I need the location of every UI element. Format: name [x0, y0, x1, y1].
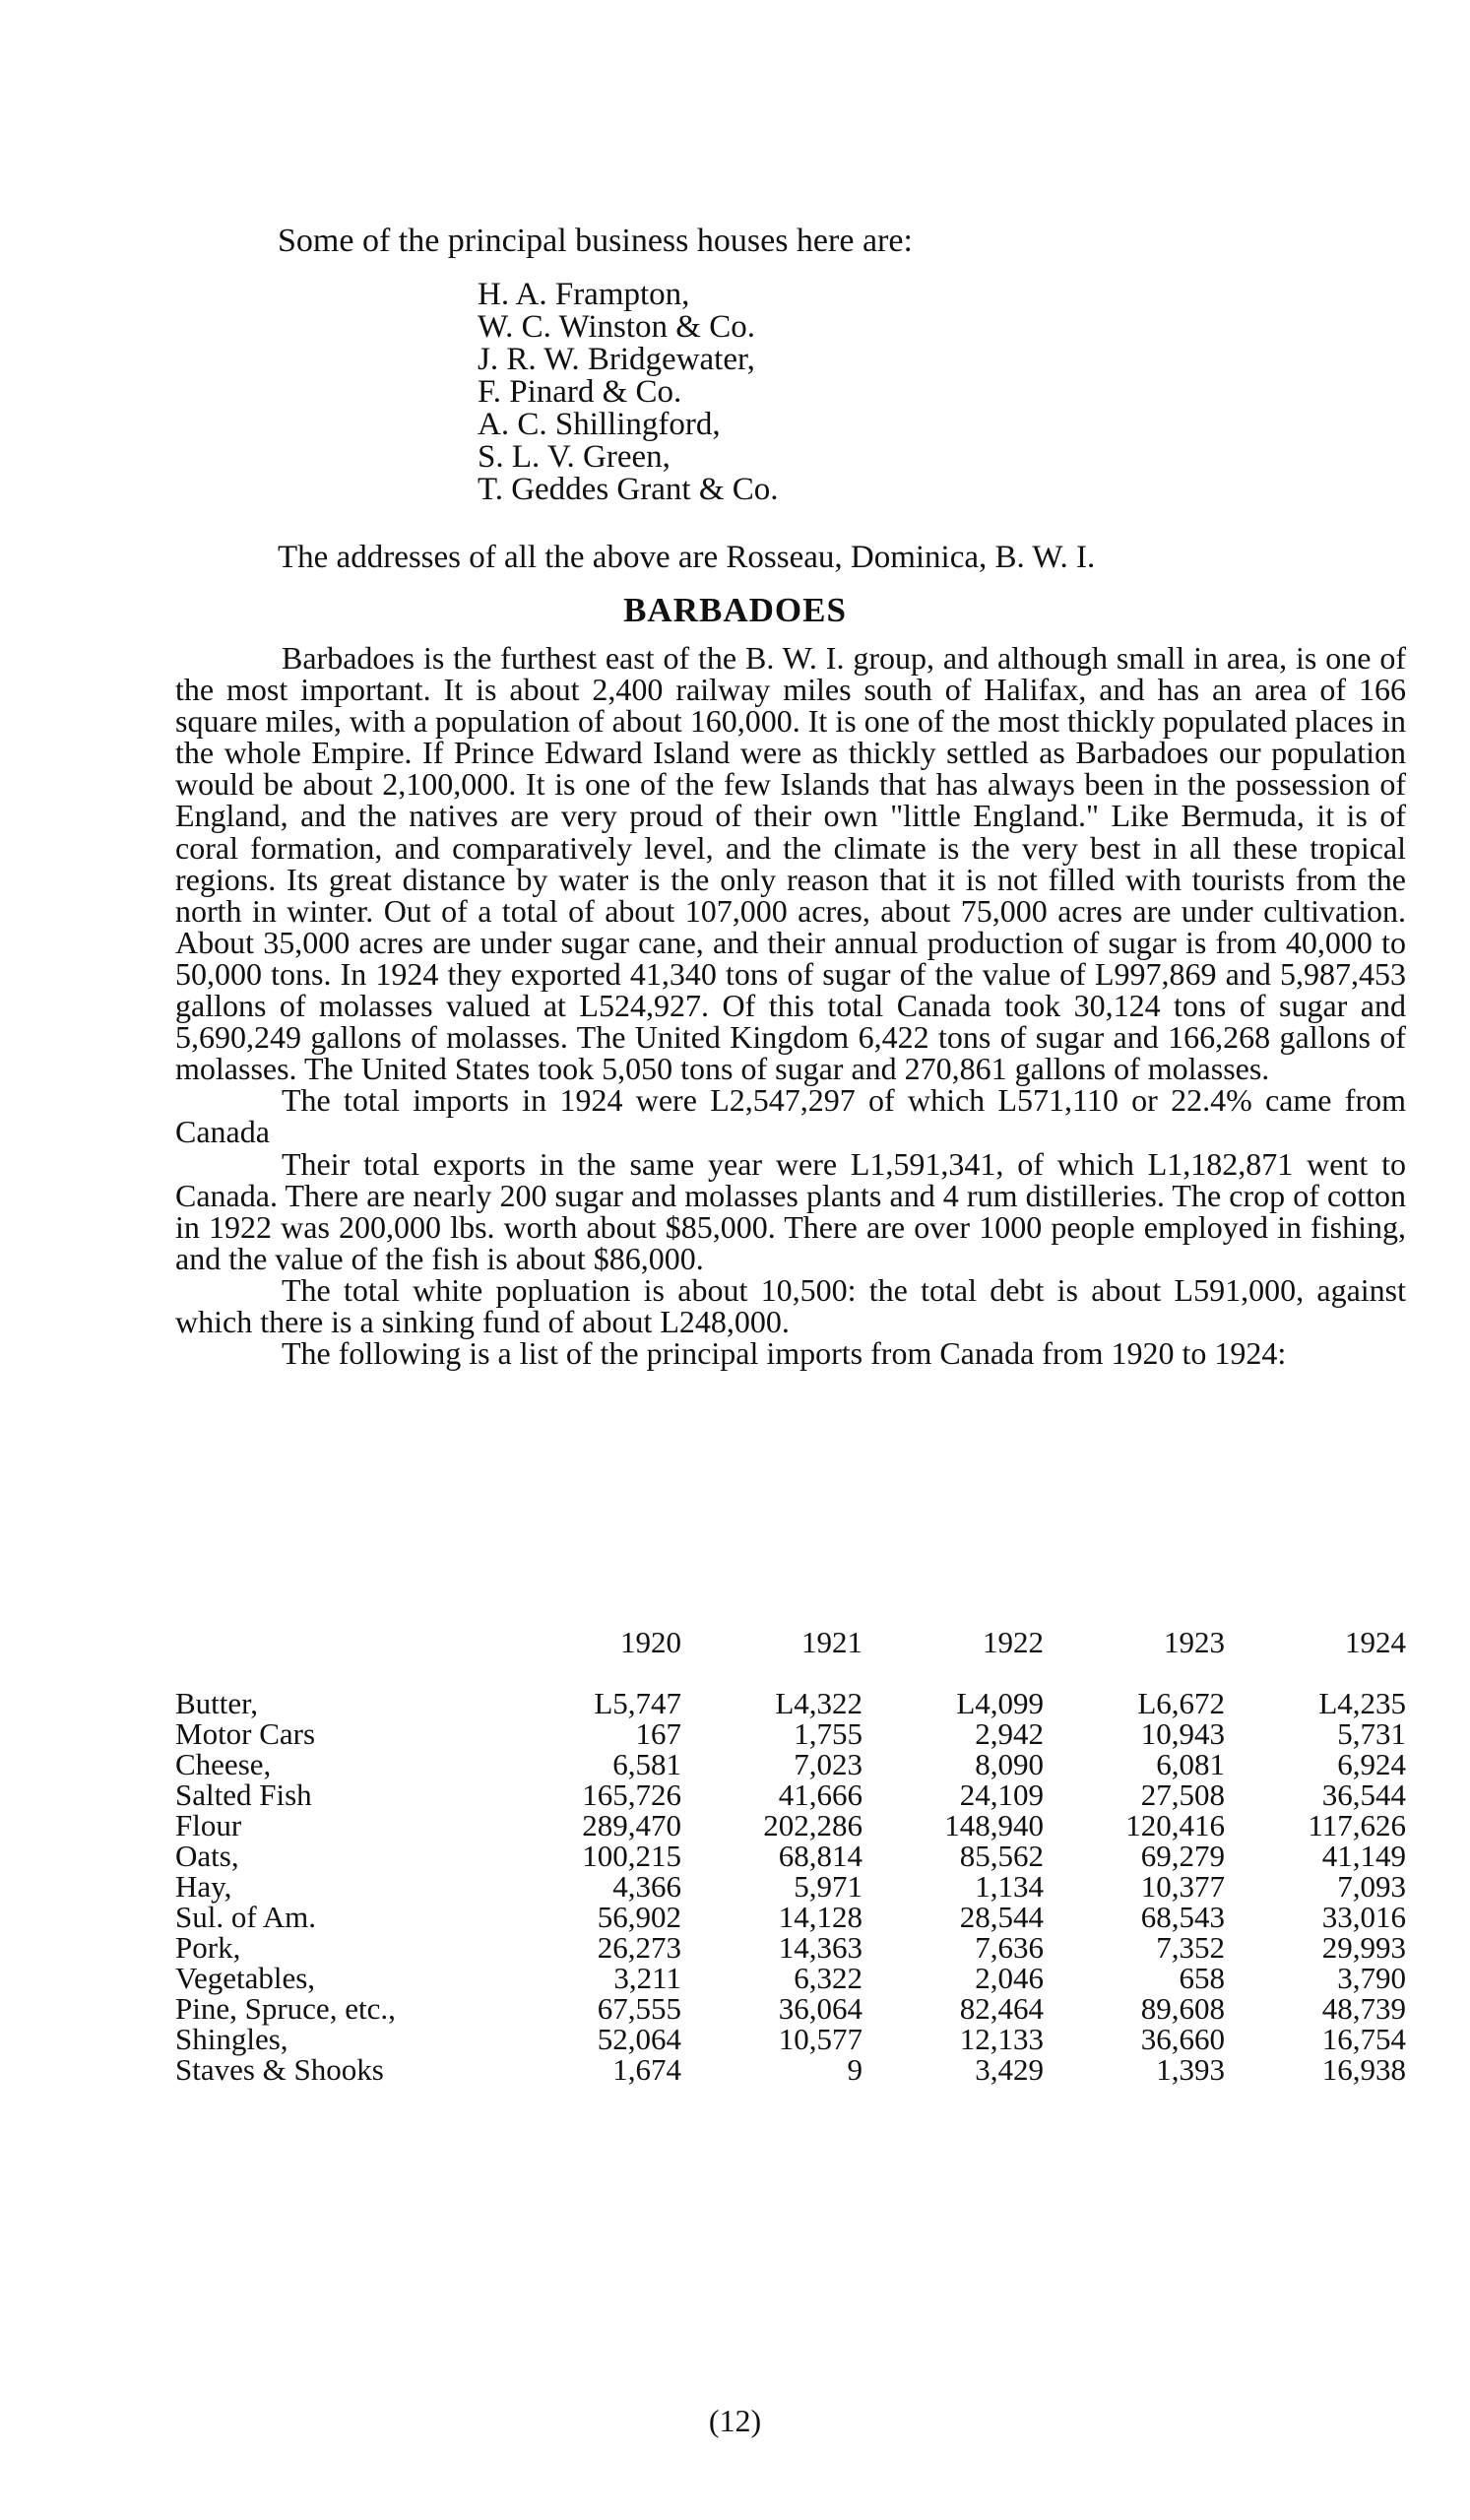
business-house: J. R. W. Bridgewater,	[478, 342, 755, 377]
page-number: (12)	[708, 2403, 762, 2438]
table-cell: 68,814	[778, 1839, 863, 1873]
table-cell: 7,023	[794, 1747, 863, 1781]
paragraph: The total white popluation is about 10,500: the total debt is about L591,000, against which there is a sinking fund of about L248,000.	[175, 1271, 1406, 1339]
business-house: F. Pinard & Co.	[478, 374, 682, 410]
business-house: A. C. Shillingford,	[478, 407, 721, 442]
table-cell: 52,064	[597, 2022, 681, 2056]
table-cell: 41,666	[778, 1777, 863, 1812]
table-cell: 12,133	[959, 2022, 1044, 2056]
table-cell: 1,393	[1156, 2052, 1225, 2087]
paragraph: The following is a list of the principal imports from Canada from 1920 to 1924:	[282, 1335, 1287, 1372]
table-cell: 8,090	[975, 1747, 1044, 1781]
table-cell: 165,726	[582, 1777, 681, 1812]
row-label: Vegetables,	[175, 1961, 316, 1995]
table-cell: 82,464	[959, 1991, 1044, 2026]
table-body	[175, 1688, 1406, 2085]
table-cell: 4,366	[612, 1869, 681, 1904]
table-cell: 56,902	[597, 1900, 681, 1934]
row-label: Butter,	[175, 1686, 258, 1720]
table-cell: 16,938	[1321, 2052, 1406, 2087]
table-row	[175, 1902, 1406, 1932]
table-cell: 100,215	[582, 1839, 681, 1873]
table-cell: 36,064	[778, 1991, 863, 2026]
table-cell: 85,562	[959, 1839, 1044, 1873]
table-cell: 89,608	[1140, 1991, 1225, 2026]
table-cell: 68,543	[1140, 1900, 1225, 1934]
table-cell: 120,416	[1125, 1808, 1225, 1842]
addresses-text: The addresses of all the above are Rosseau, Dominica, B. W. I.	[278, 540, 1096, 575]
table-cell: 26,273	[597, 1930, 681, 1965]
table-cell: 1,755	[794, 1716, 863, 1751]
table-row	[175, 1749, 1406, 1779]
table-cell: 9	[847, 2052, 863, 2087]
table-row	[175, 1993, 1406, 2024]
year-header: 1922	[983, 1625, 1044, 1659]
row-label: Flour	[175, 1808, 242, 1842]
table-cell: 29,993	[1321, 1930, 1406, 1965]
table-row	[175, 1688, 1406, 1718]
table-cell: 1,134	[975, 1869, 1044, 1904]
table-cell: 10,577	[778, 2022, 863, 2056]
table-cell: 10,377	[1140, 1869, 1225, 1904]
table-cell: 33,016	[1321, 1900, 1406, 1934]
row-label: Cheese,	[175, 1747, 272, 1781]
table-row	[175, 1963, 1406, 1993]
table-cell: 41,149	[1321, 1839, 1406, 1873]
imports-table	[175, 1625, 1406, 2085]
table-cell: 7,636	[975, 1930, 1044, 1965]
table-header-row	[175, 1625, 1406, 1688]
table-row	[175, 1871, 1406, 1902]
table-cell: 202,286	[763, 1808, 863, 1842]
year-header: 1921	[801, 1625, 863, 1659]
table-cell: 6,581	[612, 1747, 681, 1781]
business-house: T. Geddes Grant & Co.	[478, 472, 779, 507]
row-label: Staves & Shooks	[175, 2052, 384, 2087]
table-cell: L5,747	[594, 1686, 681, 1720]
table-cell: 6,924	[1337, 1747, 1406, 1781]
table-cell: 5,731	[1337, 1716, 1406, 1751]
business-house: W. C. Winston & Co.	[478, 309, 755, 345]
row-label: Shingles,	[175, 2022, 288, 2056]
table-cell: 48,739	[1321, 1991, 1406, 2026]
table-row	[175, 1779, 1406, 1810]
paragraph: Barbadoes is the furthest east of the B. W. I. group, and although small in area, is one of the most important. It is about 2,400 railway miles south of Halifax, and has an area of 166 square miles, with a population of about 160,000. It is one of the most thickly populated places in the whole Empire. If Prince Edward Island were as thickly settled as Barbadoes our population would be about 2,100,000. It is one of the few Islands that has always been in the possession of England, and the natives are very proud of their own "little England." Like Bermuda, it is of coral formation, and comparatively level, and the climate is the very best in all these tropical regions. Its great distance by water is the only reason that it is not filled with tourists from the north in winter. Out of a total of about 107,000 acres, about 75,000 acres are under cultivation. About 35,000 acres are under sugar cane, and their annual production of sugar is from 40,000 to 50,000 tons. In 1924 they exported 41,340 tons of sugar of the value of L997,869 and 5,987,453 gallons of molasses valued at L524,927. Of this total Canada took 30,124 tons of sugar and 5,690,249 gallons of molasses. The United Kingdom 6,422 tons of sugar and 166,268 gallons of molasses. The United States took 5,050 tons of sugar and 270,861 gallons of molasses.	[175, 640, 1406, 1087]
table-row	[175, 2024, 1406, 2054]
table-cell: 2,046	[975, 1961, 1044, 1995]
table-row	[175, 1810, 1406, 1841]
table-cell: 36,660	[1140, 2022, 1225, 2056]
year-header: 1923	[1164, 1625, 1225, 1659]
row-label: Sul. of Am.	[175, 1900, 316, 1934]
table-cell: 16,754	[1321, 2022, 1406, 2056]
paragraph: Their total exports in the same year were L1,591,341, of which L1,182,871 went to Canada. There are nearly 200 sugar and molasses plants and 4 rum distilleries. The crop of cotton in 1922 was 200,000 lbs. worth about $85,000. There are over 1000 people employed in fishing, and the value of the fish is about $86,000.	[175, 1145, 1406, 1276]
table-row	[175, 1718, 1406, 1749]
table-cell: 3,790	[1337, 1961, 1406, 1995]
table-cell: 658	[1179, 1961, 1225, 1995]
table-cell: 14,363	[778, 1930, 863, 1965]
body-text	[175, 640, 1406, 1372]
row-label: Pork,	[175, 1930, 241, 1965]
table-cell: 2,942	[975, 1716, 1044, 1751]
row-label: Oats,	[175, 1839, 239, 1873]
table-cell: 6,081	[1156, 1747, 1225, 1781]
table-cell: 117,626	[1308, 1808, 1406, 1842]
table-cell: 1,674	[612, 2052, 681, 2087]
row-label: Motor Cars	[175, 1716, 316, 1751]
table-cell: L4,099	[956, 1686, 1044, 1720]
table-cell: 14,128	[778, 1900, 863, 1934]
year-header: 1920	[620, 1625, 681, 1659]
section-heading: BARBADOES	[623, 591, 847, 629]
table-cell: 289,470	[582, 1808, 681, 1842]
table-corner	[175, 1625, 500, 1688]
table-cell: 5,971	[794, 1869, 863, 1904]
business-houses-list	[478, 279, 779, 506]
table-cell: 10,943	[1140, 1716, 1225, 1751]
table-cell: 167	[635, 1716, 681, 1751]
table-cell: 148,940	[944, 1808, 1044, 1842]
table-row	[175, 1841, 1406, 1871]
row-label: Pine, Spruce, etc.,	[175, 1991, 396, 2026]
table-cell: L4,322	[775, 1686, 863, 1720]
table-cell: 69,279	[1140, 1839, 1225, 1873]
table-cell: 27,508	[1140, 1777, 1225, 1812]
table-cell: 3,429	[975, 2052, 1044, 2087]
table-cell: 28,544	[959, 1900, 1044, 1934]
table-row	[175, 1932, 1406, 1963]
table-cell: 7,352	[1156, 1930, 1225, 1965]
table-cell: L6,672	[1137, 1686, 1225, 1720]
table-row	[175, 2054, 1406, 2085]
row-label: Salted Fish	[175, 1777, 312, 1812]
table-cell: 6,322	[794, 1961, 863, 1995]
year-header: 1924	[1345, 1625, 1406, 1659]
table-cell: L4,235	[1318, 1686, 1406, 1720]
row-label: Hay,	[175, 1869, 232, 1904]
business-house: S. L. V. Green,	[478, 439, 671, 475]
table-cell: 36,544	[1321, 1777, 1406, 1812]
intro-text: Some of the principal business houses here are:	[278, 223, 913, 259]
business-house: H. A. Frampton,	[478, 277, 690, 312]
table-cell: 24,109	[959, 1777, 1044, 1812]
table-cell: 7,093	[1337, 1869, 1406, 1904]
paragraph: The total imports in 1924 were L2,547,297 of which L571,110 or 22.4% came from Canada	[175, 1082, 1406, 1150]
table-cell: 3,211	[613, 1961, 681, 1995]
table-cell: 67,555	[597, 1991, 681, 2026]
